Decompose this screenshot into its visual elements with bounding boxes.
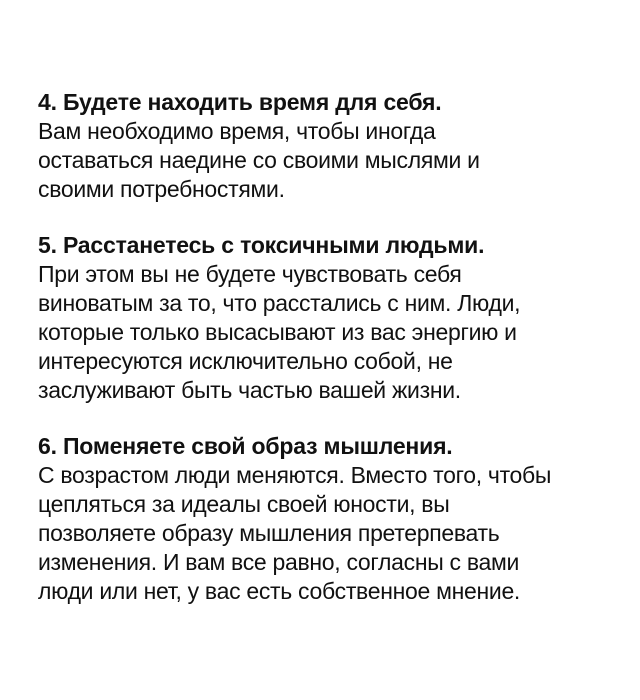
section-title: 6. Поменяете свой образ мышления. (38, 433, 453, 459)
section-6 (38, 432, 608, 606)
body-line: При этом вы не будете чувствовать себя (38, 261, 462, 287)
body-line: которые только высасывают из вас энергию и (38, 319, 517, 345)
body-line: интересуются исключительно собой, не (38, 348, 453, 374)
section-body (38, 260, 608, 405)
body-line: изменения. И вам все равно, согласны с вами (38, 549, 520, 575)
body-line: С возрастом люди меняются. Вместо того, чтобы (38, 462, 552, 488)
section-title: 4. Будете находить время для себя. (38, 89, 442, 115)
body-line: своими потребностями. (38, 176, 285, 202)
section-title: 5. Расстанетесь с токсичными людьми. (38, 232, 485, 258)
body-line: Вам необходимо время, чтобы иногда (38, 118, 436, 144)
body-line: цепляться за идеалы своей юности, вы (38, 491, 450, 517)
body-line: оставаться наедине со своими мыслями и (38, 147, 480, 173)
section-body (38, 461, 608, 606)
section-5 (38, 231, 608, 405)
section-4 (38, 88, 608, 204)
body-line: позволяете образу мышления претерпевать (38, 520, 500, 546)
body-line: люди или нет, у вас есть собственное мнение. (38, 578, 521, 604)
body-line: заслуживают быть частью вашей жизни. (38, 377, 461, 403)
section-body (38, 117, 608, 204)
article-content (38, 88, 608, 633)
body-line: виноватым за то, что расстались с ним. Люди, (38, 290, 521, 316)
